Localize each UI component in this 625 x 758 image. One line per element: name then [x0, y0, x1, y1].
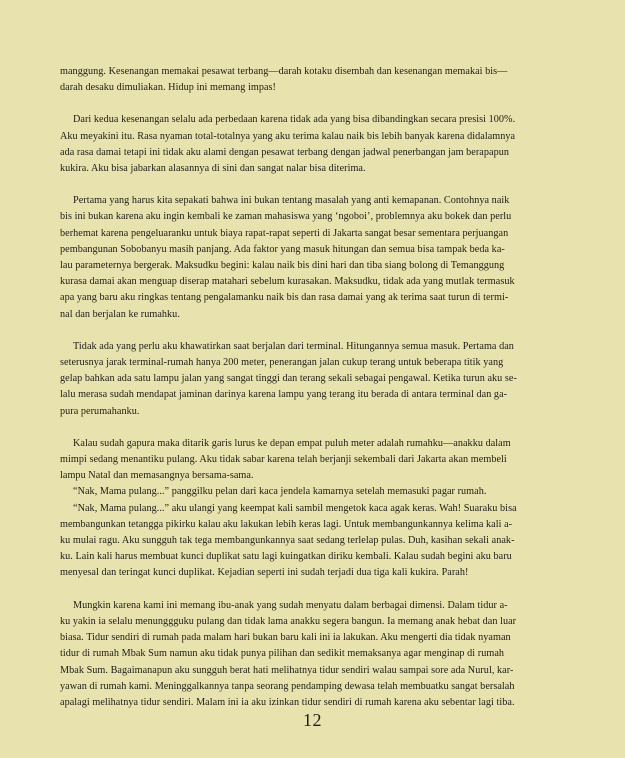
- body-paragraph: [60, 501, 590, 582]
- paragraph-line: Dari kedua kesenangan selalu ada perbedaan karena tidak ada yang bisa dibandingkan secara presisi 100%.: [73, 114, 516, 126]
- paragraph-line: membangunkan tetangga pikirku kalau aku lakukan lebih keras lagi. Untuk membangunkannya kelima kali a-: [60, 518, 513, 530]
- paragraph-line: tidur di rumah Mbak Sum namun aku tidak punya pilihan dan sedikit memaksanya agar menginap di rumah: [60, 648, 505, 660]
- paragraph-line: biasa. Tidur sendiri di rumah pada malam hari bukan baru kali ini ia lakukan. Aku mengerti dia tidak nyaman: [60, 632, 511, 644]
- paragraph-line: pembangunan Sobobanyu masih panjang. Ada faktor yang masuk hitungan dan semua bisa tampak beda ka-: [60, 243, 505, 255]
- paragraph-line: Aku meyakini itu. Rasa nyaman total-totalnya yang aku terima kalau naik bis lebih banyak karena didalamnya: [60, 130, 516, 142]
- paragraph-line: darah desaku dimuliakan. Hidup ini memang impas!: [60, 82, 277, 94]
- paragraph-line: menyesal dan teringat kunci duplikat. Kejadian seperti ini sudah terjadi dua tiga kali kukira. Parah!: [60, 567, 469, 579]
- paragraph-line: ku yakin ia selalu menunggguku pulang dan tidak lama anakku segera bangun. Ia memang anak hebat dan luar: [60, 615, 517, 627]
- paragraph-line: bis ini bukan karena aku ingin kembali ke zaman mahasiswa yang ‘ngoboi’, problemnya aku bokek dan perlu: [60, 211, 512, 223]
- paragraph-line: yawan di rumah kami. Meninggalkannya tanpa seorang pendamping dewasa telah membuatku sangat bersalah: [60, 680, 515, 692]
- paragraph-line: berhemat karena pengeluaranku untuk biaya rapat-rapat seperti di Jakarta sangat besar sementara perjuangan: [60, 227, 509, 239]
- page-number: 12: [303, 710, 322, 730]
- page-body: [60, 64, 590, 727]
- body-paragraph: [60, 598, 590, 711]
- paragraph-line: ku mulai ragu. Aku sungguh tak tega membangunkannya saat sedang terlelap pulas. Duh, kasihan sekali anak-: [60, 535, 515, 547]
- paragraph-line: “Nak, Mama pulang...” aku ulangi yang keempat kali sambil mengetok kaca agak keras. Wah! Suaraku bisa: [73, 502, 517, 514]
- paragraph-line: Mungkin karena kami ini memang ibu-anak yang sudah menyatu dalam berbagai dimensi. Dalam tidur a-: [73, 599, 508, 611]
- paragraph-line: kukira. Aku bisa jabarkan alasannya di sini dan sangat nalar bisa diterima.: [60, 163, 366, 175]
- paragraph-line: manggung. Kesenangan memakai pesawat terbang—darah kotaku disembah dan kesenangan memakai bis—: [60, 66, 508, 77]
- paragraph-line: Kalau sudah gapura maka ditarik garis lurus ke depan empat puluh meter adalah rumahku—anakku dalam: [73, 437, 511, 449]
- body-paragraph: [60, 484, 590, 500]
- paragraph-line: lampu Natal dan memasangnya bersama-sama.: [60, 470, 254, 482]
- body-paragraph: [60, 339, 590, 420]
- body-paragraph: [60, 193, 590, 323]
- paragraph-line: Pertama yang harus kita sepakati bahwa ini bukan tentang masalah yang anti kemapanan. Contohnya naik: [73, 195, 510, 207]
- paragraph-line: kurasa damai akan menguap diserap matahari sebelum kurasakan. Maksudku, tidak ada yang mutlak termasuk: [60, 276, 515, 288]
- paragraph-line: pura perumahanku.: [60, 405, 140, 417]
- paragraph-line: nal dan berjalan ke rumahku.: [60, 308, 180, 320]
- paragraph-line: “Nak, Mama pulang...” panggilku pelan dari kaca jendela kamarnya setelah memasuki pagar rumah.: [73, 486, 487, 498]
- paragraph-line: apalagi melihatnya tidur sendiri. Malam ini ia aku izinkan tidur sendiri di rumah karena aku sebentar lagi tiba.: [60, 696, 515, 708]
- paragraph-line: lau parameternya bergerak. Maksudku begini: kalau naik bis dini hari dan tiba siang bolong di Temanggung: [60, 260, 505, 272]
- paragraph-line: ada rasa damai tetapi ini tidak aku alami dengan pesawat terbang dengan jadwal penerbangan jam berapapun: [60, 146, 510, 158]
- paragraph-line: lalu merasa sudah mendapat jaminan darinya karena lampu yang terang itu berada di antara terminal dan ga-: [60, 389, 508, 401]
- body-paragraph: [60, 112, 590, 177]
- paragraph-line: gelap bahkan ada satu lampu jalan yang sangat tinggi dan terang sekali sebagai pengawal. Ketika turun aku se-: [60, 373, 517, 385]
- paragraph-line: mimpi sedang menantiku pulang. Aku tidak sabar karena telah berjanji sekembali dari Jakarta akan membeli: [60, 454, 507, 466]
- paragraph-line: seterusnya jarak terminal-rumah hanya 200 meter, penerangan jalan cukup terang untuk beberapa titik yang: [60, 357, 504, 369]
- paragraph-line: Mbak Sum. Bagaimanapun aku sungguh berat hati melihatnya tidur sendiri walau sampai sore ada Nurul, kar-: [60, 664, 514, 676]
- body-paragraph: [60, 436, 590, 485]
- paragraph-line: apa yang baru aku ringkas tentang pengalamanku naik bis dan rasa damai yang ak terima saat turun di termi-: [60, 292, 509, 304]
- paragraph-line: ku. Lain kali harus membuat kunci duplikat satu lagi kuingatkan diriku kembali. Kalau sudah begini aku baru: [60, 551, 512, 563]
- paragraph-line: Tidak ada yang perlu aku khawatirkan saat berjalan dari terminal. Hitungannya semua masuk. Pertama dan: [73, 340, 514, 352]
- body-paragraph: [60, 64, 590, 96]
